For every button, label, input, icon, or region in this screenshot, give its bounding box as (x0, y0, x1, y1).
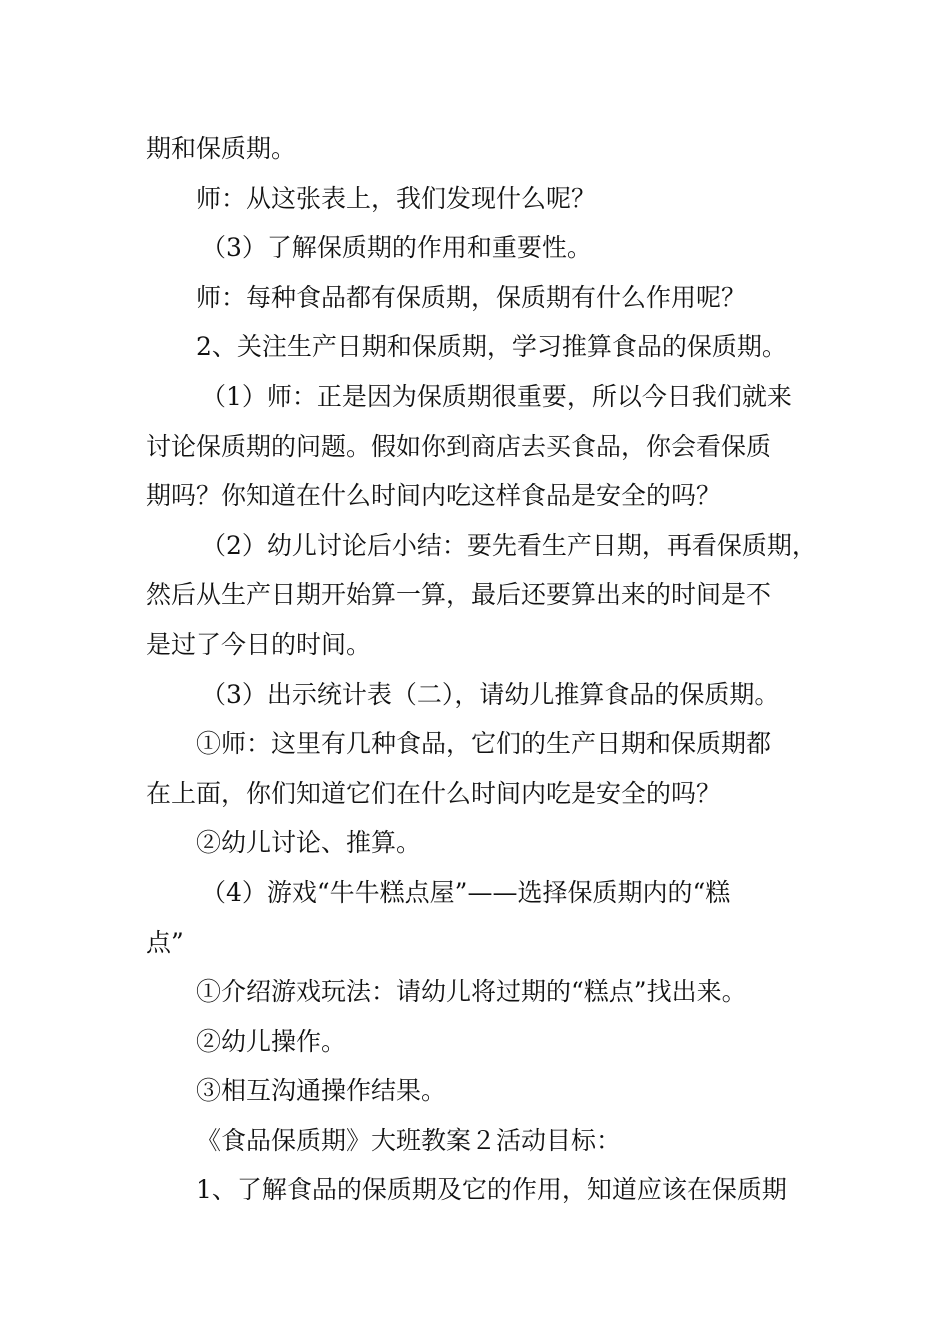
text-line: 期吗？你知道在什么时间内吃这样食品是安全的吗？ (146, 481, 722, 511)
text-line: （1）师：正是因为保质期很重要，所以今日我们就来 (201, 381, 792, 411)
paragraph-11 (146, 868, 810, 967)
paragraph-10 (146, 818, 810, 868)
text-line: 在上面，你们知道它们在什么时间内吃是安全的吗？ (146, 778, 722, 808)
text-line: （3）了解保质期的作用和重要性。 (201, 233, 592, 263)
paragraph-9 (146, 719, 810, 818)
text-line: （4）游戏“牛牛糕点屋”——选择保质期内的“糕 (201, 877, 731, 907)
text-line: （3）出示统计表（二），请幼儿推算食品的保质期。 (201, 679, 780, 709)
text-line: ①介绍游戏玩法：请幼儿将过期的“糕点”找出来。 (196, 977, 747, 1007)
text-line: ①师：这里有几种食品，它们的生产日期和保质期都 (196, 729, 772, 759)
text-line: 师：每种食品都有保质期，保质期有什么作用呢？ (196, 282, 747, 312)
text-line: 《食品保质期》大班教案２活动目标： (196, 1125, 622, 1155)
text-line: 点” (146, 927, 184, 957)
text-line: ②幼儿操作。 (196, 1026, 347, 1056)
text-line: 讨论保质期的问题。假如你到商店去买食品，你会看保质 (146, 431, 772, 461)
paragraph-7 (146, 521, 817, 670)
text-line: （2）幼儿讨论后小结：要先看生产日期，再看保质期， (201, 530, 817, 560)
paragraph-4 (146, 273, 810, 323)
paragraph-8 (146, 670, 810, 720)
text-line: ③相互沟通操作结果。 (196, 1076, 447, 1106)
paragraph-14 (146, 1066, 810, 1116)
paragraph-3 (146, 223, 810, 273)
paragraph-5 (146, 322, 810, 372)
text-line: ②幼儿讨论、推算。 (196, 828, 422, 858)
text-line: 1、了解食品的保质期及它的作用，知道应该在保质期 (196, 1175, 787, 1205)
paragraph-6 (146, 372, 810, 521)
paragraph-16 (146, 1165, 810, 1215)
text-line: 师：从这张表上，我们发现什么呢？ (196, 183, 597, 213)
paragraph-1 (146, 124, 810, 174)
text-line: 2、关注生产日期和保质期，学习推算食品的保质期。 (196, 332, 787, 362)
text-line: 然后从生产日期开始算一算，最后还要算出来的时间是不 (146, 580, 772, 610)
paragraph-12 (146, 967, 810, 1017)
paragraph-15 (146, 1116, 810, 1166)
document-body (146, 124, 817, 1215)
paragraph-13 (146, 1017, 810, 1067)
text-line: 是过了今日的时间。 (146, 629, 372, 659)
paragraph-2 (146, 174, 810, 224)
text-line: 期和保质期。 (146, 134, 297, 163)
